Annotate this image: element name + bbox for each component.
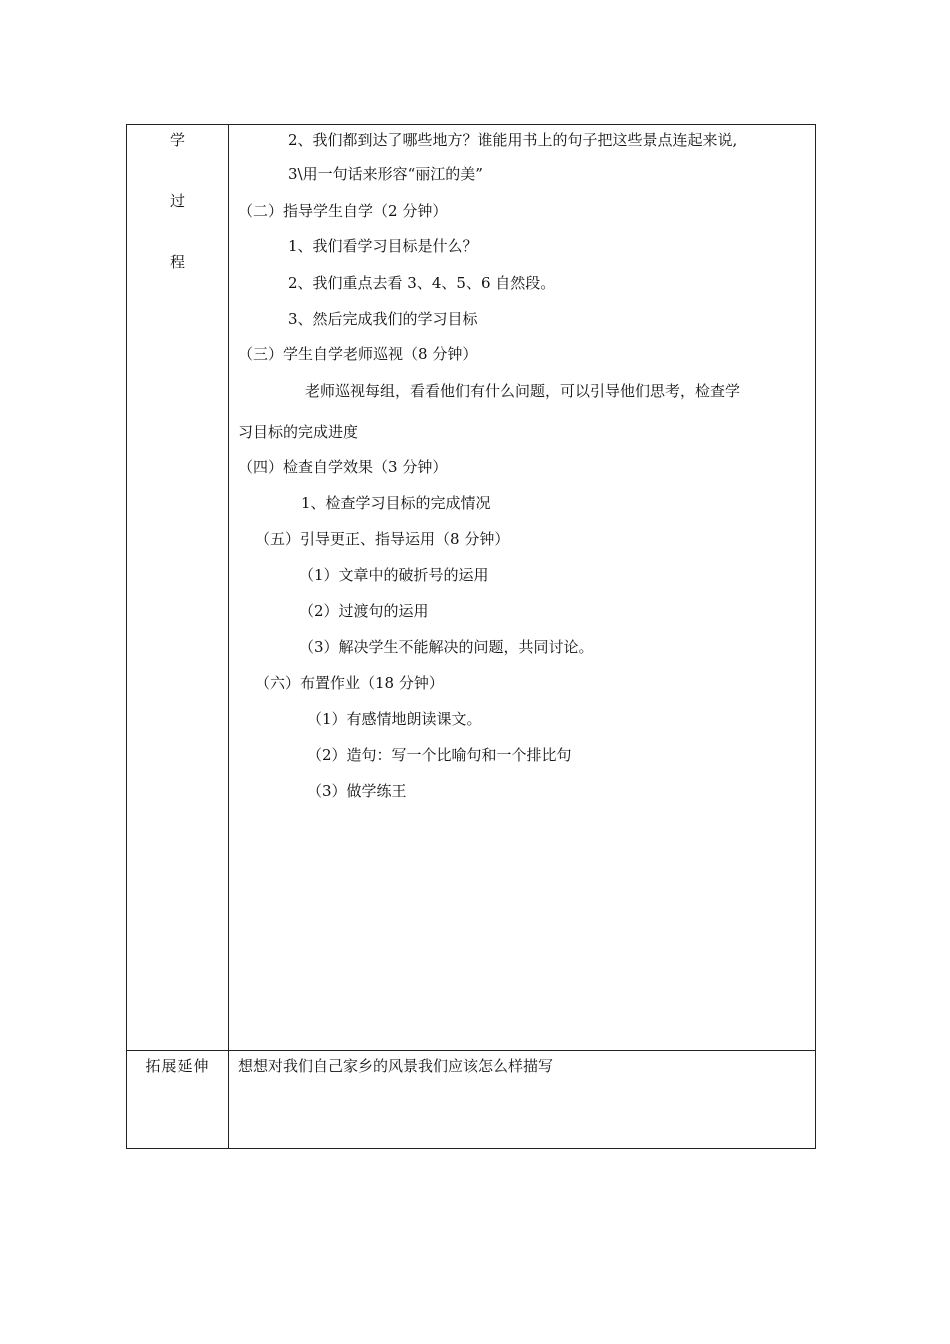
section-heading: （三）学生自学老师巡视（8 分钟） xyxy=(238,345,478,363)
content-line: （2）造句：写一个比喻句和一个排比句 xyxy=(307,746,572,764)
extension-label: 拓展延伸 xyxy=(145,1057,210,1075)
process-label-char-3: 程 xyxy=(169,253,185,271)
content-line: 1、检查学习目标的完成情况 xyxy=(301,494,491,512)
content-line: 2、我们重点去看 3、4、5、6 自然段。 xyxy=(288,274,556,292)
column-divider xyxy=(228,125,229,1148)
content-line: 2、我们都到达了哪些地方？谁能用书上的句子把这些景点连起来说, xyxy=(288,131,738,149)
section-heading: （五）引导更正、指导运用（8 分钟） xyxy=(255,530,510,548)
content-line: （1）文章中的破折号的运用 xyxy=(299,566,489,584)
content-line: （3）解决学生不能解决的问题，共同讨论。 xyxy=(299,638,594,656)
row-divider xyxy=(127,1050,815,1051)
content-line: （1）有感情地朗读课文。 xyxy=(307,710,482,728)
section-heading: （六）布置作业（18 分钟） xyxy=(255,674,444,692)
section-heading: （二）指导学生自学（2 分钟） xyxy=(238,202,448,220)
lesson-plan-table xyxy=(126,124,816,1149)
content-line: 老师巡视每组，看看他们有什么问题，可以引导他们思考，检查学 xyxy=(305,382,741,400)
section-heading: （四）检查自学效果（3 分钟） xyxy=(238,458,448,476)
content-line: 1、我们看学习目标是什么？ xyxy=(288,237,478,255)
content-line: 习目标的完成进度 xyxy=(238,423,359,441)
content-line: 3\用一句话来形容“丽江的美” xyxy=(288,165,483,183)
content-line: 3、然后完成我们的学习目标 xyxy=(288,310,478,328)
process-label-char-2: 过 xyxy=(169,192,185,210)
content-line: （3）做学练王 xyxy=(307,782,407,800)
process-label-char-1: 学 xyxy=(169,131,185,149)
content-line: （2）过渡句的运用 xyxy=(299,602,429,620)
extension-text: 想想对我们自己家乡的风景我们应该怎么样描写 xyxy=(238,1057,554,1075)
